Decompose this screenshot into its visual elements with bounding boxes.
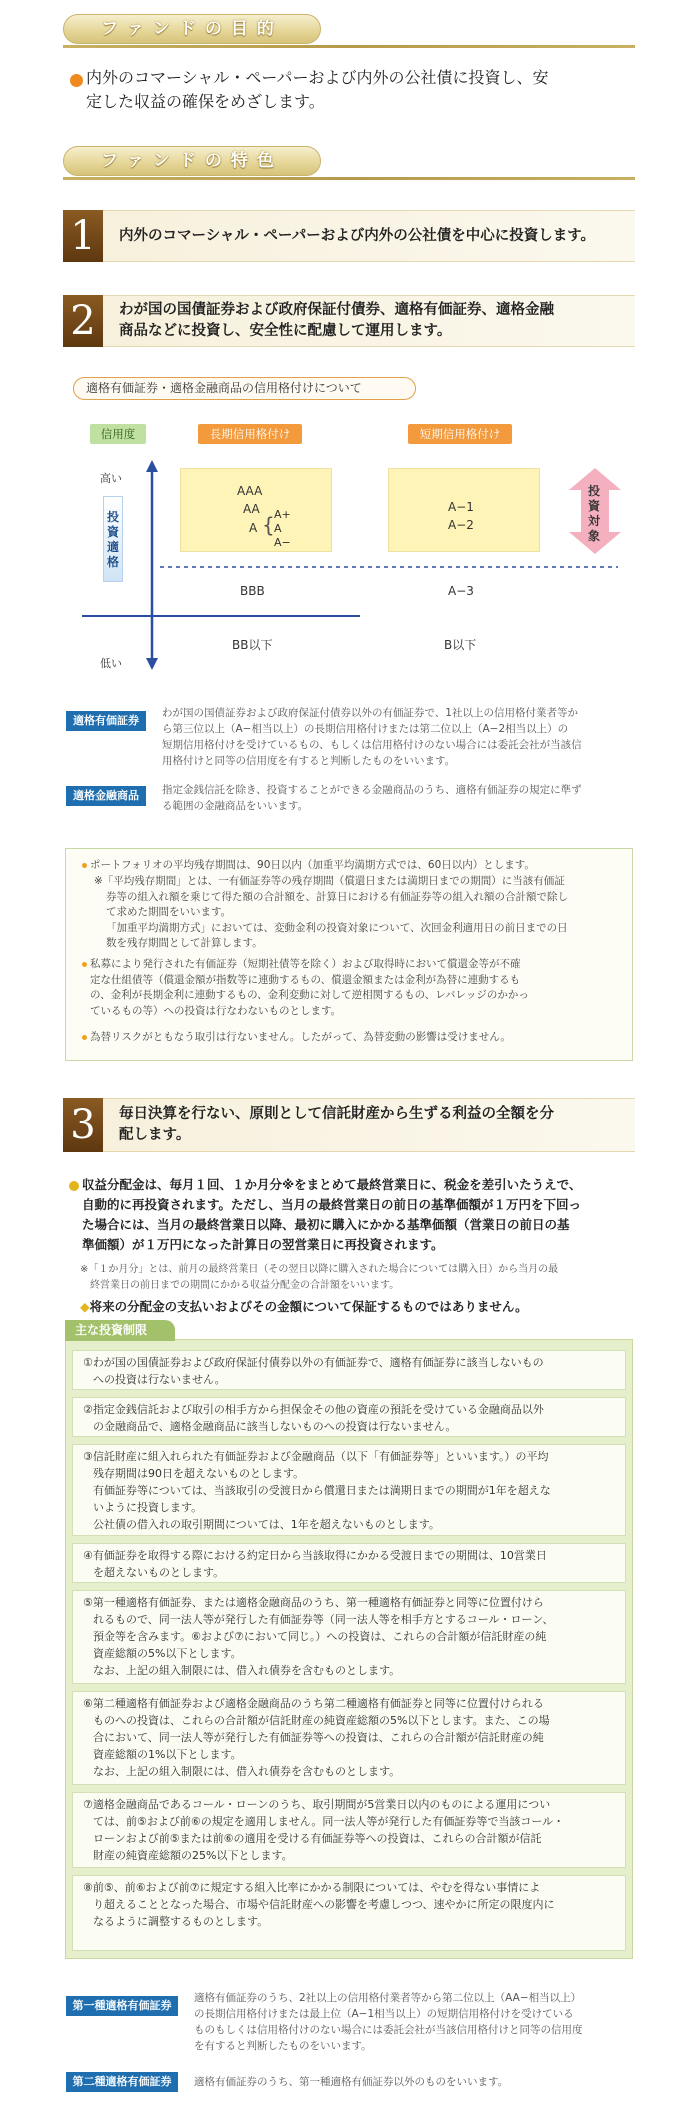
rating-a: A (249, 521, 258, 535)
rating-a-flat: A (274, 522, 282, 535)
feature-1-text: 内外のコマーシャル・ペーパーおよび内外の公社債を中心に投資します。 (119, 228, 596, 244)
def-type2-securities: 適格有価証券のうち、第一種適格有価証券以外のものをいいます。 (194, 2076, 509, 2088)
note-1: ポートフォリオの平均残存期間は、90日以内（加重平均満期方式では、60日以内）とします。 (82, 858, 622, 874)
yellow-bullet-icon (69, 1181, 79, 1191)
rating-aa: AA (243, 502, 260, 516)
rating-a1: A−1 (448, 500, 474, 514)
distribution-text: 収益分配金は、毎月１回、１か月分※をまとめて最終営業日に、税金を差引いたうえで、 自動的に再投資されます。ただし、当月の最終営業日の前日の基準価額が１万円を下回っ た場合には、当月の最終営業日以降、最初に購入にかかる基準価額（営業日の前日の基 準価額）が１万円になった計算日の翌営業日に再投資されます。 (82, 1177, 582, 1252)
distribution-warning: ◆将来の分配金の支払いおよびその金額について保証するものではありません。 (80, 1299, 528, 1314)
feature-1-number: 1 (63, 210, 103, 262)
restriction-5: ⑤第一種適格有価証券、または適格金融商品のうち、第一種適格有価証券と同等に位置付けら れるもので、同一法人等が発行した有価証券等（同一法人等を相手方とするコール・ローン、 預金等を含みます。⑥および⑦において同じ。）への投資は、これらの合計額が信託財産の純 資産総額の5%以下とします。 なお、上記の組入制限には、借入れ債券を含むものとします。 (72, 1590, 626, 1684)
tag-eligible-financial: 適格金融商品 (66, 786, 146, 806)
credit-label: 信用度 (90, 424, 146, 444)
short-rating-label: 短期信用格付け (408, 424, 512, 444)
tag-type1-securities: 第一種適格有価証券 (66, 1996, 178, 2016)
dot-icon (82, 1035, 87, 1040)
rating-b-below: B以下 (444, 638, 477, 652)
feature-3 (63, 1098, 635, 1152)
purpose-header-label: ファンドの目的 (101, 19, 283, 39)
high-label: 高い (100, 472, 122, 485)
long-rating-label: 長期信用格付け (198, 424, 302, 444)
orange-bullet-icon (70, 74, 83, 87)
note-3: 為替リスクがともなう取引は行ないません。したがって、為替変動の影響は受けません。 (82, 1030, 627, 1046)
dot-icon (82, 962, 87, 967)
rating-bb-below: BB以下 (232, 638, 273, 652)
target-label: 投資対象 (587, 484, 600, 543)
note-1-detail: ※「平均残存期間」とは、一有価証券等の残存期間（償還日または満期日までの期間）に当該有価証 券等の組入れ額を乗じて得た額の合計額を、計算日における有価証券等の組入れ額の合計額で除し て求めた期間をいいます。 「加重平均満期方式」においては、変動金利の投資対象について、次回金利適用日の前日までの日 数を残存期間として計算します。 (94, 875, 568, 949)
restriction-7: ⑦適格金融商品であるコール・ローンのうち、取引期間が5営業日以内のものによる運用につい ては、前⑤および前⑥の規定を適用しません。同一法人等が発行した有価証券等で当該コール・ ローンおよび前⑤または前⑥の適用を受ける有価証券等への投資は、これらの合計額が信託 財産の純資産総額の25%以下とします。 (72, 1792, 626, 1868)
restriction-2: ②指定金銭信託および取引の相手方から担保金その他の資産の預託を受けている金融商品以外 の金融商品で、適格金融商品に該当しないものへの投資は行ないません。 (72, 1397, 626, 1437)
note-2: 私募により発行された有価証券（短期社債等を除く）および取得時において償還金等が不確 定な仕組債等（償還金額が指数等に連動するもの、償還金額または金利が為替に連動するも の、金利が長期金利に連動するもの、金利変動に対して逆相関するもの、レバレッジのかかっ ているもの等）への投資は行なわないものとします。 (82, 957, 627, 1019)
restriction-4: ④有価証券を取得する際における約定日から当該取得にかかる受渡日までの期間は、10営業日 を超えないものとします。 (72, 1543, 626, 1583)
tag-type2-securities: 第二種適格有価証券 (66, 2072, 178, 2092)
purpose-header (63, 14, 635, 48)
rating-a2: A−2 (448, 518, 474, 532)
low-label: 低い (100, 657, 122, 670)
dot-icon (82, 863, 87, 868)
purpose-text: 内外のコマーシャル・ペーパーおよび内外の公社債に投資し、安 定した収益の確保をめざします。 (86, 68, 549, 111)
restriction-1: ①わが国の国債証券および政府保証付債券以外の有価証券で、適格有価証券に該当しないもの への投資は行ないません。 (72, 1350, 626, 1390)
feature-2 (63, 295, 635, 347)
features-header (63, 146, 635, 180)
features-header-label: ファンドの特色 (101, 151, 283, 171)
rating-bbb: BBB (240, 584, 265, 598)
tag-eligible-securities: 適格有価証券 (66, 711, 146, 731)
feature-1 (63, 210, 635, 262)
feature-2-number: 2 (63, 295, 103, 347)
restriction-3: ③信託財産に組入れられた有価証券および金融商品（以下「有価証券等」といいます。）の平均 残存期間は90日を超えないものとします。 有価証券等については、当該取引の受渡日から償還日または満期日までの期間が1年を超えな いように投資します。 公社債の借入れの取引期間については、1年を超えないものとします。 (72, 1444, 626, 1536)
def-eligible-securities: わが国の国債証券および政府保証付債券以外の有価証券で、1社以上の信用格付業者等か ら第三位以上（A−相当以上）の長期信用格付けまたは第二位以上（A−2相当以上）の 短期信用格付けを受けているもの、もしくは信用格付けのない場合には委託会社が当該信 用格付けと同等の信用度を有すると判断したものをいいます。 (162, 707, 582, 767)
rating-a-plus: A+ (274, 508, 291, 521)
feature-3-text: 毎日決算を行ない、原則として信託財産から生ずる利益の全額を分 配します。 (119, 1106, 554, 1143)
rating-pill: 適格有価証券・適格金融商品の信用格付けについて (73, 377, 416, 400)
restriction-8: ⑧前⑤、前⑥および前⑦に規定する組入比率にかかる制限については、やむを得ない事情によ り超えることとなった場合、市場や信託財産への影響を考慮しつつ、速やかに所定の限度内に なるように調整するものとします。 (72, 1875, 626, 1951)
feature-3-number: 3 (63, 1098, 103, 1152)
def-type1-securities: 適格有価証券のうち、2社以上の信用格付業者等から第二位以上（AA−相当以上） の長期信用格付けまたは最上位（A−1相当以上）の短期信用格付けを受けている ものもしくは信用格付けのない場合には委託会社が当該信用格付けと同等の信用度 を有すると判断したものをいいます。 (194, 1992, 583, 2052)
invest-grade-label: 投資適格 (106, 510, 119, 569)
restrictions-title: 主な投資制限 (65, 1320, 175, 1341)
distribution-note: ※「１か月分」とは、前月の最終営業日（その翌日以降に購入された場合については購入日）から当月の最 終営業日の前日までの期間にかかる収益分配金の合計額をいいます。 (80, 1264, 559, 1291)
diamond-icon: ◆ (80, 1299, 90, 1314)
restriction-6: ⑥第二種適格有価証券および適格金融商品のうち第二種適格有価証券と同等に位置付けられる ものへの投資は、これらの合計額が信託財産の純資産総額の5%以下とします。また、この場 合において、同一法人等が発行した有価証券等への投資は、これらの合計額が信託財産の純 資産総額の1%以下とします。 なお、上記の組入制限には、借入れ債券を含むものとします。 (72, 1691, 626, 1785)
rating-aaa: AAA (237, 484, 263, 498)
rating-a-minus: A− (274, 536, 291, 549)
rating-chart-axes (70, 460, 630, 670)
def-eligible-financial: 指定金銭信託を除き、投資することができる金融商品のうち、適格有価証券の規定に準ず る範囲の金融商品をいいます。 (162, 784, 582, 812)
feature-2-text: わが国の国債証券および政府保証付債券、適格有価証券、適格金融 商品などに投資し、安全性に配慮して運用します。 (119, 302, 554, 339)
rating-a3: A−3 (448, 584, 474, 598)
brace-icon: { (262, 513, 275, 537)
